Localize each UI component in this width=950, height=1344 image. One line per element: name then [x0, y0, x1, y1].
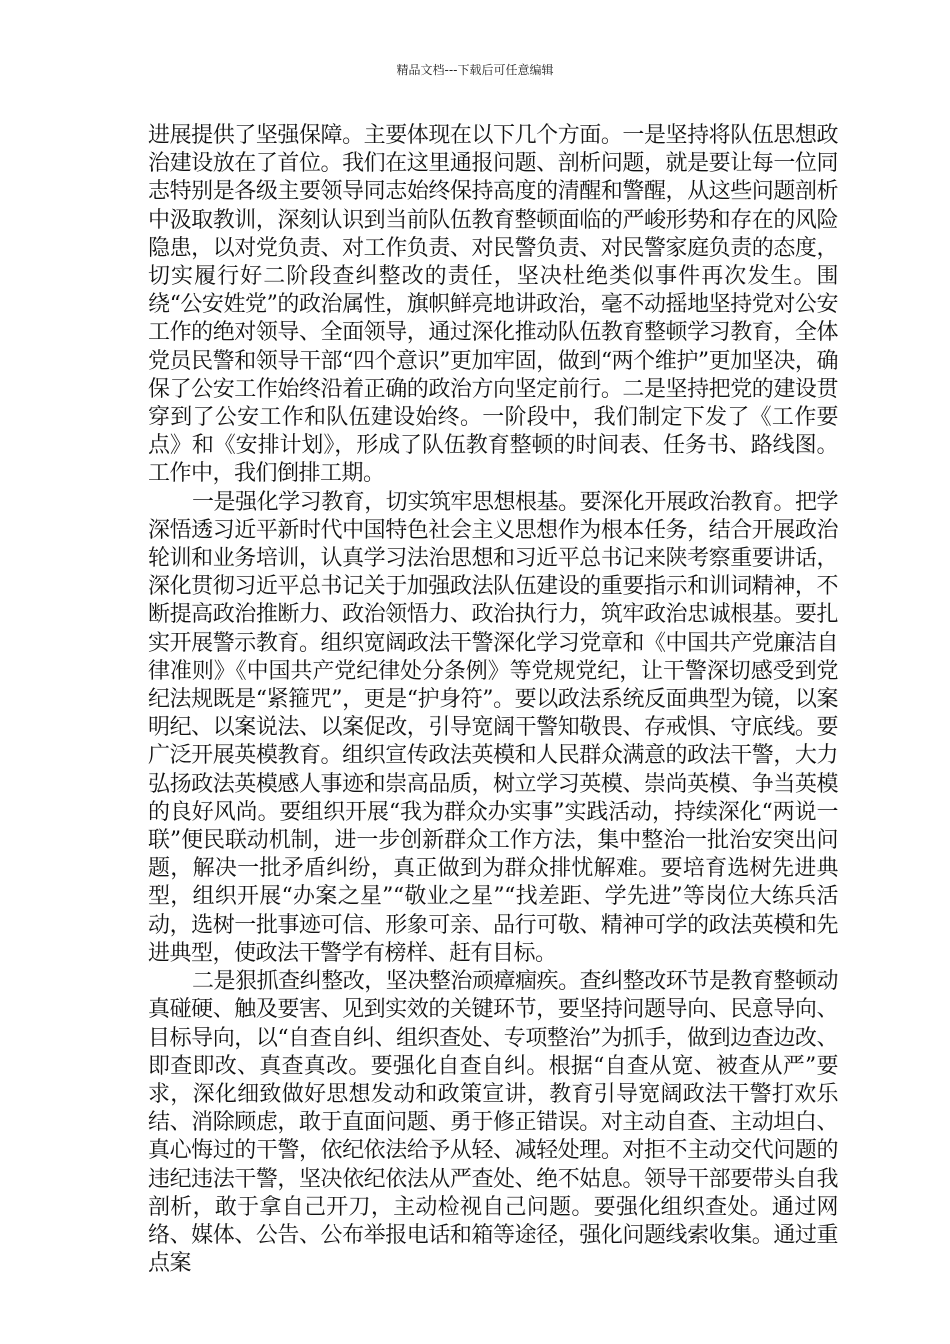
paragraph-3: 二是狠抓查纠整改，坚决整治顽瘴痼疾。查纠整改环节是教育整顿动真碰硬、触及要害、见到实效的关键环节，要坚持问题导向、民意导向、目标导向，以“自查自纠、组织查处、专项整治”为抓手，做到边查边改、即查即改、真查真改。要强化自查自纠。根据“自查从宽、被查从严”要求，深化细致做好思想发动和政策宣讲，教育引导宽阔政法干警打欢乐结、消除顾虑，敢于直面问题、勇于修正错误。对主动自查、主动坦白、真心悔过的干警，依纪依法给予从轻、减轻处理。对拒不主动交代问题的违纪违法干警，坚决依纪依法从严查处、绝不姑息。领导干部要带头自我剖析，敢于拿自己开刀，主动检视自己问题。要强化组织查处。通过网络、媒体、公告、公布举报电话和箱等途径，强化问题线索收集。通过重点案	[148, 969, 838, 1277]
document-body	[148, 122, 838, 1278]
paragraph-2: 一是强化学习教育，切实筑牢思想根基。要深化开展政治教育。把学深悟透习近平新时代中国特色社会主义思想作为根本任务，结合开展政治轮训和业务培训，认真学习法治思想和习近平总书记来陕考察重要讲话，深化贯彻习近平总书记关于加强政法队伍建设的重要指示和训词精神，不断提高政治推断力、政治领悟力、政治执行力，筑牢政治忠诚根基。要扎实开展警示教育。组织宽阔政法干警深化学习党章和《中国共产党廉洁自律准则》《中国共产党纪律处分条例》等党规党纪，让干警深切感受到党纪法规既是“紧箍咒”，更是“护身符”。要以政法系统反面典型为镜，以案明纪、以案说法、以案促改，引导宽阔干警知敬畏、存戒惧、守底线。要广泛开展英模教育。组织宣传政法英模和人民群众满意的政法干警，大力弘扬政法英模感人事迹和崇高品质，树立学习英模、崇尚英模、争当英模的良好风尚。要组织开展“我为群众办实事”实践活动，持续深化“两说一联”便民联动机制，进一步创新群众工作方法，集中整治一批治安突出问题，解决一批矛盾纠纷，真正做到为群众排忧解难。要培育选树先进典型，组织开展“办案之星”“敬业之星”“找差距、学先进”等岗位大练兵活动，选树一批事迹可信、形象可亲、品行可敬、精神可学的政法英模和先进典型，使政法干警学有榜样、赶有目标。	[148, 489, 838, 966]
paragraph-1: 进展提供了坚强保障。主要体现在以下几个方面。一是坚持将队伍思想政治建设放在了首位。我们在这里通报问题、剖析问题，就是要让每一位同志特别是各级主要领导同志始终保持高度的清醒和警醒，从这些问题剖析中汲取教训，深刻认识到当前队伍教育整顿面临的严峻形势和存在的风险隐患，以对党负责、对工作负责、对民警负责、对民警家庭负责的态度，切实履行好二阶段查纠整改的责任，坚决杜绝类似事件再次发生。围绕“公安姓党”的政治属性，旗帜鲜亮地讲政治，毫不动摇地坚持党对公安工作的绝对领导、全面领导，通过深化推动队伍教育整顿学习教育，全体党员民警和领导干部“四个意识”更加牢固，做到“两个维护”更加坚决，确保了公安工作始终沿着正确的政治方向坚定前行。二是坚持把党的建设贯穿到了公安工作和队伍建设始终。一阶段中，我们制定下发了《工作要点》和《安排计划》，形成了队伍教育整顿的时间表、任务书、路线图。工作中，我们倒排工期。	[148, 123, 838, 487]
page-header: 精品文档---下载后可任意编辑	[396, 63, 554, 77]
